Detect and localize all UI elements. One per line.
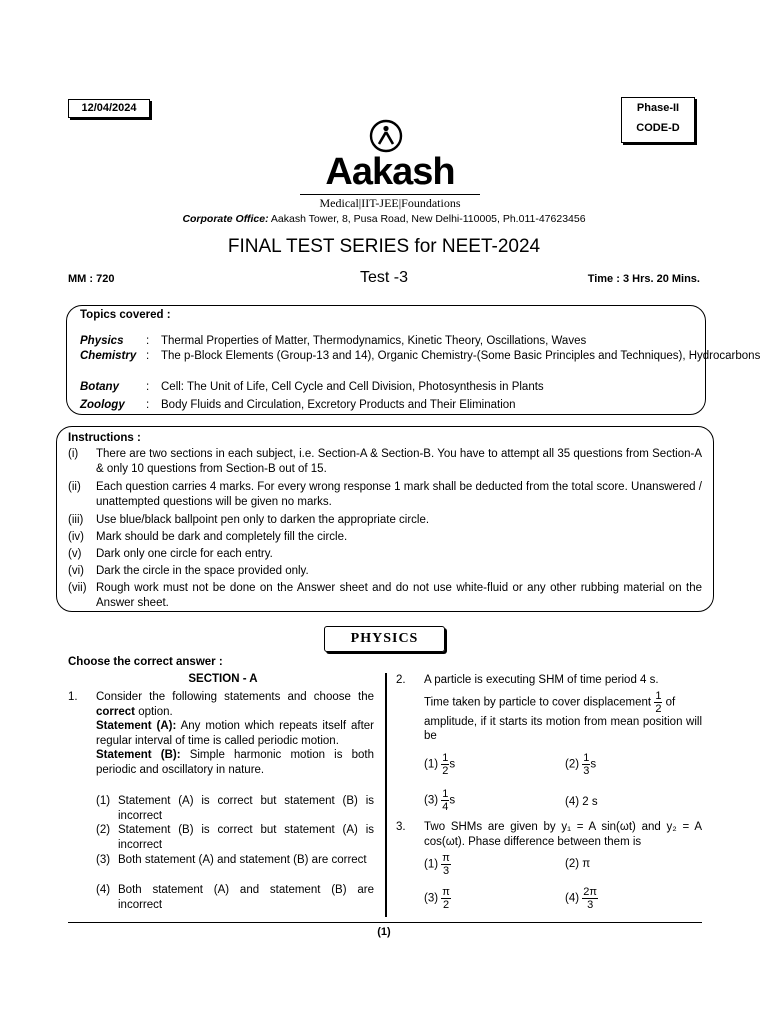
fraction-denominator: 4 [442,801,449,813]
time-allowed: Time : 3 Hrs. 20 Mins. [587,273,700,285]
option-text: π [582,858,591,870]
exam-date: 12/04/2024 [68,99,150,118]
option-number: (1) [424,858,439,871]
option-number: (4) [96,884,111,896]
option-unit: s [590,758,597,771]
max-marks: MM : 720 [68,273,115,285]
option-number: (4) [565,892,580,905]
fraction-numerator: 1 [583,752,590,764]
fraction-denominator: 3 [443,865,450,877]
fraction-numerator: π [442,852,450,864]
question-number: 2. [396,674,406,686]
subject-banner: PHYSICS [324,626,445,652]
section-a-heading: SECTION - A [188,673,258,685]
corporate-office [0,212,768,226]
q2-option-3[interactable] [424,788,455,813]
option-number: (3) [96,854,111,866]
fraction-numerator: 1 [442,788,449,800]
topic-subject: Botany [80,381,119,393]
stem-part: Time taken by particle to cover displacement [424,696,652,709]
option-number: (3) [424,892,439,905]
q3-option-1[interactable] [424,852,451,877]
page-number: (1) [377,926,391,938]
fraction-denominator: 2 [442,765,449,777]
instruction-text: Dark only one circle for each entry. [96,548,273,560]
topic-text: Body Fluids and Circulation, Excretory Products and Their Elimination [161,399,516,411]
q2-option-4[interactable] [565,795,598,810]
fraction-denominator: 3 [583,765,590,777]
instruction-number: (v) [68,548,82,560]
topic-subject: Zoology [80,399,125,411]
topic-colon: : [146,381,150,393]
question-number: 3. [396,821,406,833]
option-text: Both statement (A) and statement (B) are incorrect [118,884,374,911]
instruction-text: Use blue/black ballpoint pen only to darken the appropriate circle. [96,514,430,526]
instruction-number: (vii) [68,582,87,594]
stem-part: of [665,696,676,709]
code-label: CODE-D [636,122,680,134]
topic-text: Thermal Properties of Matter, Thermodynamics, Kinetic Theory, Oscillations, Waves [161,335,587,347]
fraction-denominator: 2 [443,899,450,911]
option-number: (1) [96,795,111,807]
instruction-number: (vi) [68,565,84,577]
aakash-logo-icon [369,119,403,153]
option-unit: s [449,758,456,771]
instruction-text: Each question carries 4 marks. For every wrong response 1 mark shall be deducted from the total score. Unanswered / unattempted questions will be given no marks. [96,481,702,508]
stem-line: A particle is executing SHM of time period 4 s. [424,674,659,686]
instructions-title: Instructions : [68,432,141,444]
footer-rule [68,922,702,923]
statement-a-text: Any motion which repeats itself after regular interval of time is called periodic motion. [96,720,374,747]
option-number: (2) [565,858,580,870]
option-text: 2 s [582,796,598,808]
fraction-denominator: 2 [655,702,662,715]
statement-b-text: Simple harmonic motion is both periodic and oscillatory in nature. [96,749,374,776]
topic-colon: : [146,399,150,411]
fraction-denominator: 3 [587,899,594,911]
fraction-numerator: 1 [442,752,449,764]
instruction-number: (i) [68,448,79,460]
instruction-text: Mark should be dark and completely fill the circle. [96,531,348,543]
topic-subject: Physics [80,335,124,347]
option-number: (2) [565,758,580,771]
instruction-text: There are two sections in each subject, i.e. Section-A & Section-B. You have to attempt all 35 questions from Section-A & only 10 questions from Section-B out of 15. [96,448,702,475]
stem-line-2 [424,690,702,715]
stem-part: Consider the following statements and choose the [96,691,374,703]
choose-label: Choose the correct answer : [68,656,223,668]
q3-option-3[interactable] [424,886,451,911]
phase-label: Phase-II [636,102,680,114]
instruction-number: (iv) [68,531,84,543]
brand-tagline: Medical|IIT-JEE|Foundations [300,194,480,210]
fraction-numerator: π [442,886,450,898]
option-number: (4) [565,796,580,808]
topic-text: Cell: The Unit of Life, Cell Cycle and Cell Division, Photosynthesis in Plants [161,381,544,393]
q3-option-2[interactable] [565,857,590,872]
statement-a-label: Statement (A): [96,720,177,732]
stem-part: option. [135,705,173,718]
fraction [441,852,451,877]
instruction-number: (ii) [68,481,81,493]
q2-option-1[interactable] [424,752,455,777]
topic-colon: : [146,350,150,362]
fraction [582,886,598,911]
q3-option-4[interactable] [565,886,598,911]
fraction-numerator: 2π [583,886,597,898]
question-stem [424,673,702,744]
question-stem [96,690,374,777]
instruction-text: Rough work must not be done on the Answer sheet and do not use white-fluid or any other rubbing material on the Answer sheet. [96,582,702,609]
column-divider [385,673,387,917]
fraction [654,690,662,715]
stem-line: amplitude, if it starts its motion from mean position will be [424,715,702,742]
corporate-address: Aakash Tower, 8, Pusa Road, New Delhi-110005, Ph.011-47623456 [268,213,586,225]
option-number: (3) [424,794,439,807]
test-number: Test -3 [359,269,408,286]
option-number: (2) [96,824,111,836]
topic-colon: : [146,335,150,347]
option-number: (1) [424,758,439,771]
option-unit: s [449,794,456,807]
fraction-numerator: 1 [655,689,662,702]
page-title: FINAL TEST SERIES for NEET-2024 [227,236,541,257]
statement-b-label: Statement (B): [96,749,181,761]
phase-code-box [621,97,695,143]
option-text: Statement (A) is correct but statement (B) is incorrect [118,795,374,822]
topic-text: The p-Block Elements (Group-13 and 14), Organic Chemistry-(Some Basic Principles and Techniques), Hydrocarbons [161,350,761,362]
instruction-number: (iii) [68,514,84,526]
question-number: 1. [68,691,78,703]
instruction-text: Dark the circle in the space provided only. [96,565,309,577]
fraction [441,886,451,911]
option-text: Both statement (A) and statement (B) are correct [118,854,367,866]
q2-option-2[interactable] [565,752,596,777]
option-text: Statement (B) is correct but statement (A) is incorrect [118,824,374,851]
brand-name: Aakash [325,151,455,193]
topic-subject: Chemistry [80,350,137,362]
corporate-label: Corporate Office: [182,213,269,225]
question-stem: Two SHMs are given by y₁ = A sin(ωt) and y₂ = A cos(ωt). Phase difference between them is [424,821,702,848]
topics-title: Topics covered : [80,309,171,321]
stem-emphasis: correct [96,705,135,718]
